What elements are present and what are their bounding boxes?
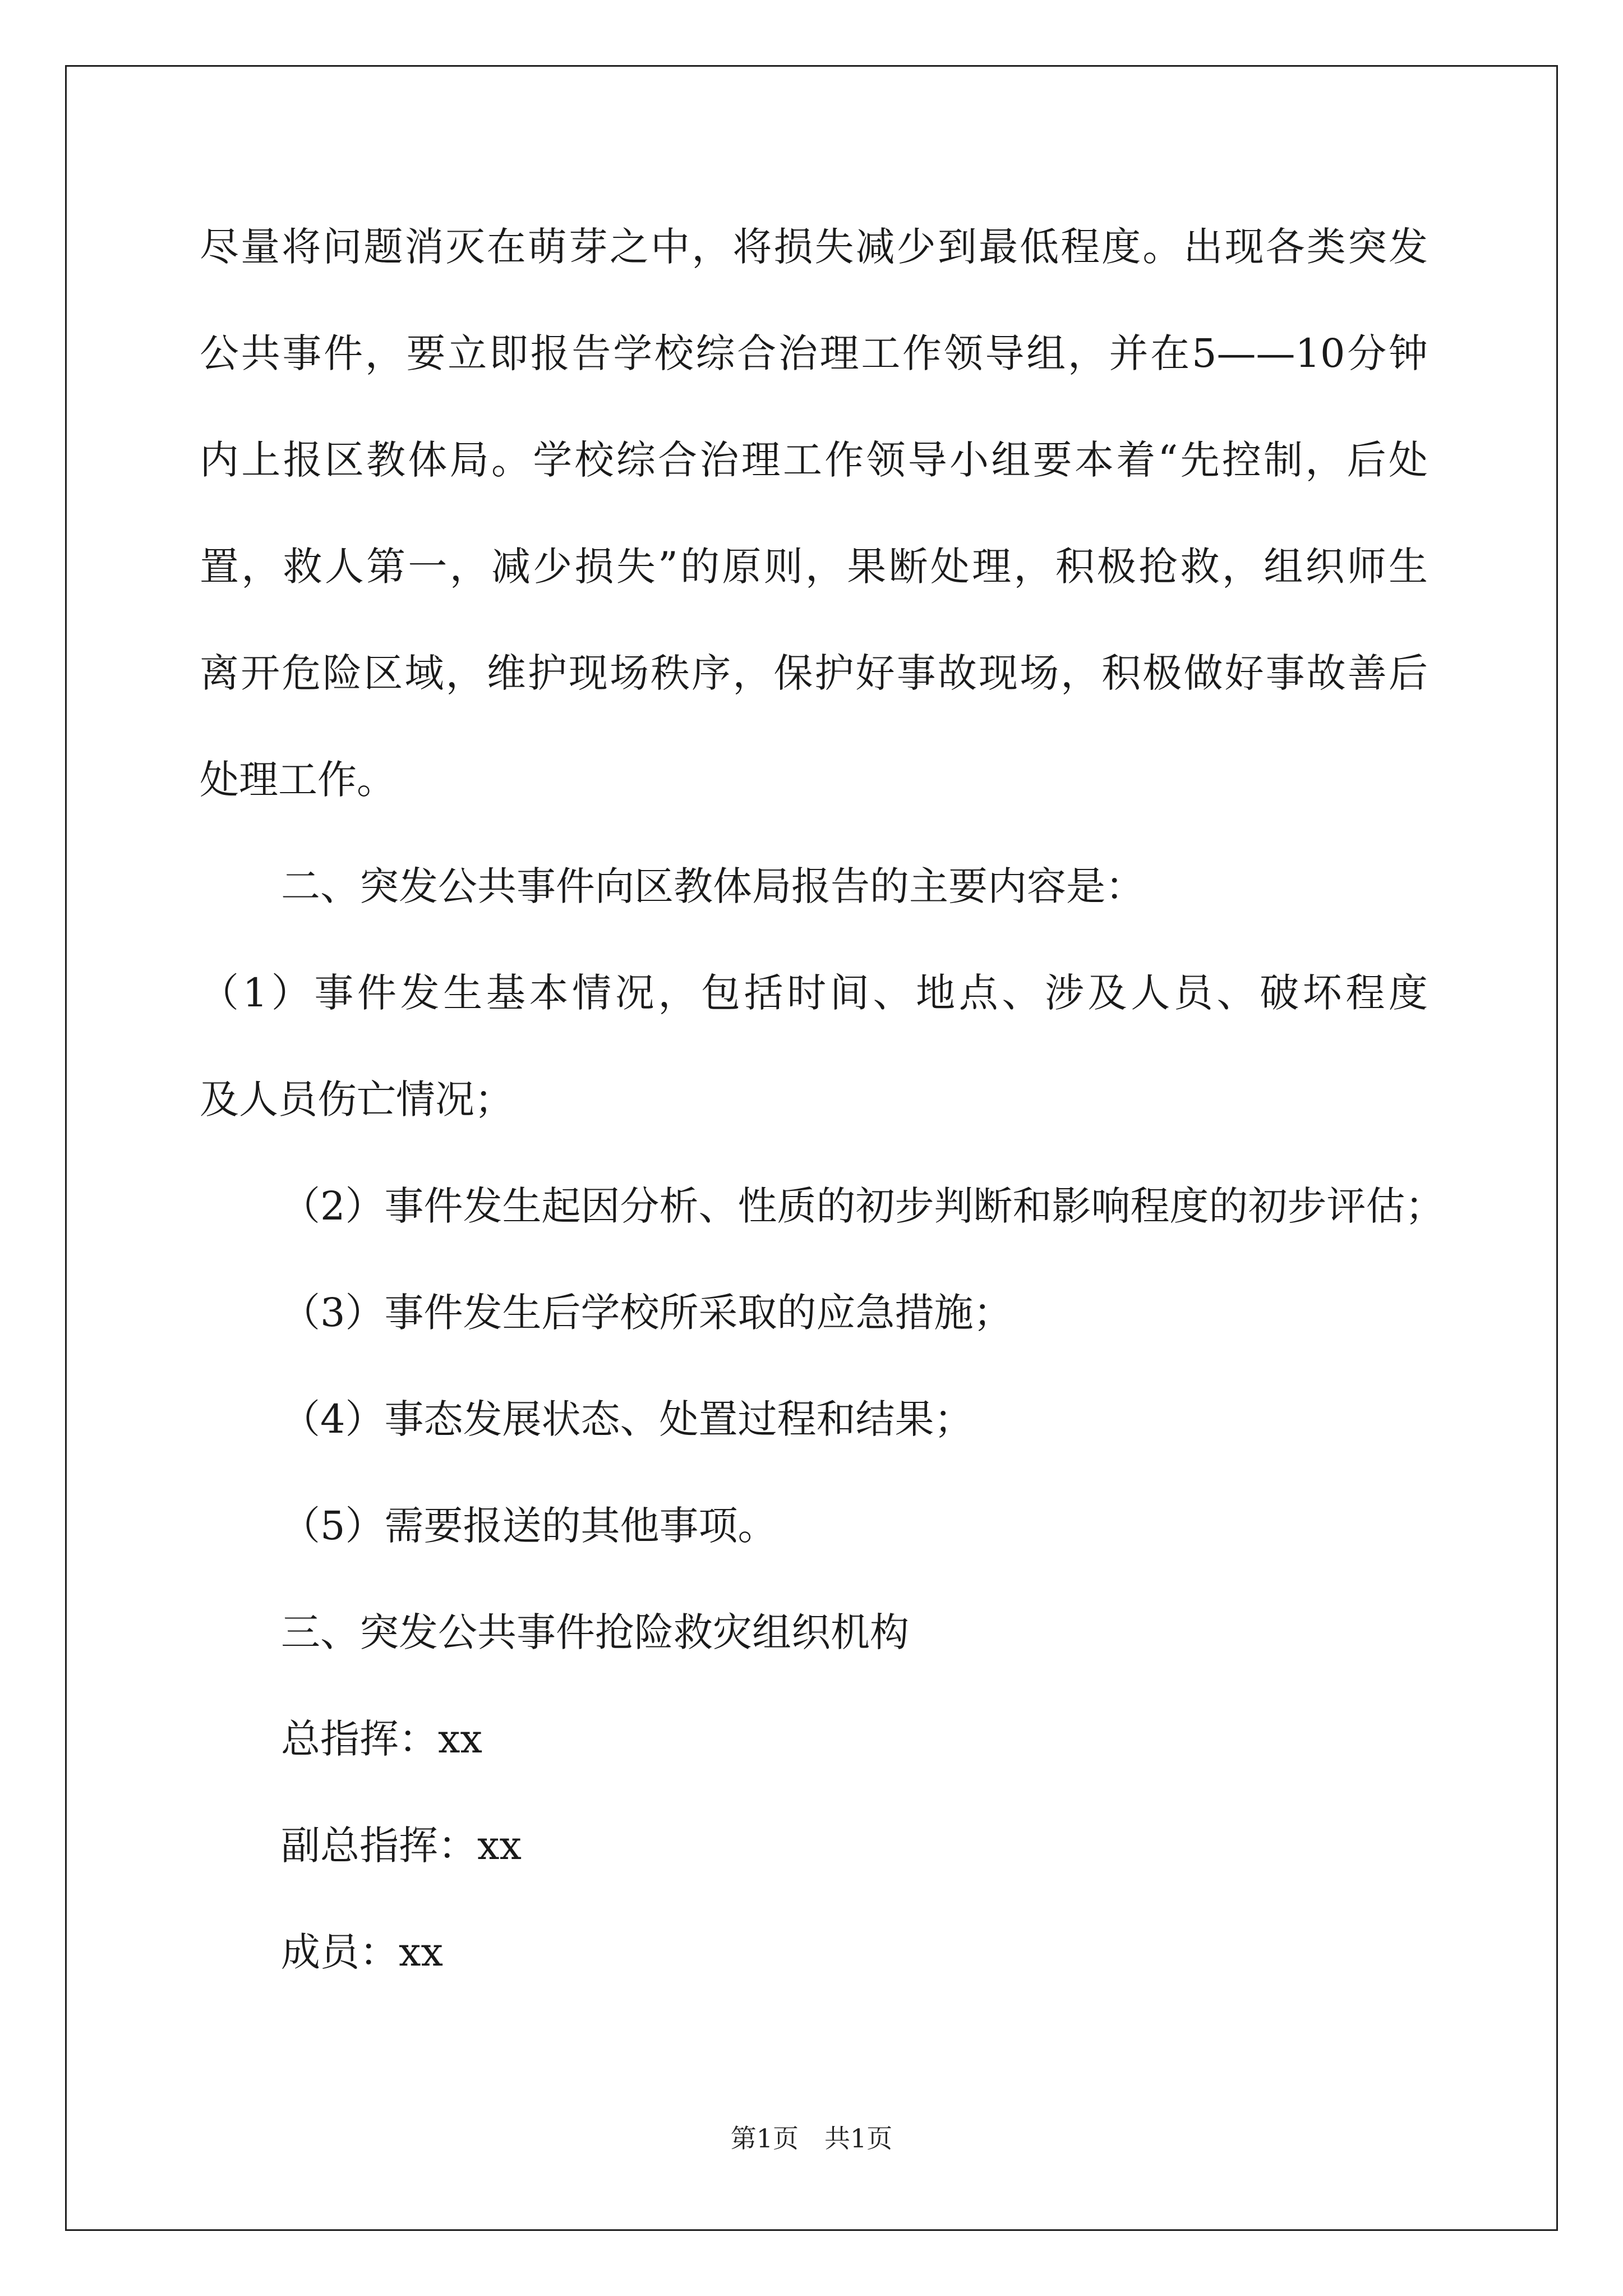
paragraph-1-line-5: 离开危险区域，维护现场秩序，保护好事故现场，积极做好事故善后 [200, 650, 1428, 696]
item-5: （5）需要报送的其他事项。 [281, 1503, 777, 1549]
paragraph-1-line-2: 公共事件，要立即报告学校综合治理工作领导组，并在5——10分钟 [200, 330, 1428, 376]
paragraph-1-line-6: 处理工作。 [200, 757, 396, 803]
paragraph-1-line-4: 置，救人第一，减少损失”的原则，果断处理，积极抢救，组织师生 [200, 544, 1428, 590]
page-number-footer: 第1页 共1页 [730, 2123, 893, 2154]
members-line: 成员：xx [281, 1929, 443, 1975]
commander-line: 总指挥：xx [281, 1716, 482, 1762]
item-4: （4）事态发展状态、处置过程和结果； [281, 1396, 974, 1442]
item-1-line-2: 及人员伤亡情况； [200, 1076, 514, 1122]
page-border [65, 65, 1558, 2231]
paragraph-1-line-3: 内上报区教体局。学校综合治理工作领导小组要本着“先控制，后处 [200, 437, 1428, 483]
deputy-commander-line: 副总指挥：xx [281, 1823, 522, 1869]
section-2-heading: 二、突发公共事件向区教体局报告的主要内容是： [281, 863, 1145, 909]
section-3-heading: 三、突发公共事件抢险救灾组织机构 [281, 1609, 909, 1655]
paragraph-1-line-1: 尽量将问题消灭在萌芽之中，将损失减少到最低程度。出现各类突发 [200, 224, 1428, 270]
item-1-line-1: （1）事件发生基本情况，包括时间、地点、涉及人员、破坏程度 [200, 970, 1428, 1016]
item-3: （3）事件发生后学校所采取的应急措施； [281, 1290, 1013, 1336]
item-2: （2）事件发生起因分析、性质的初步判断和影响程度的初步评估； [281, 1183, 1445, 1229]
